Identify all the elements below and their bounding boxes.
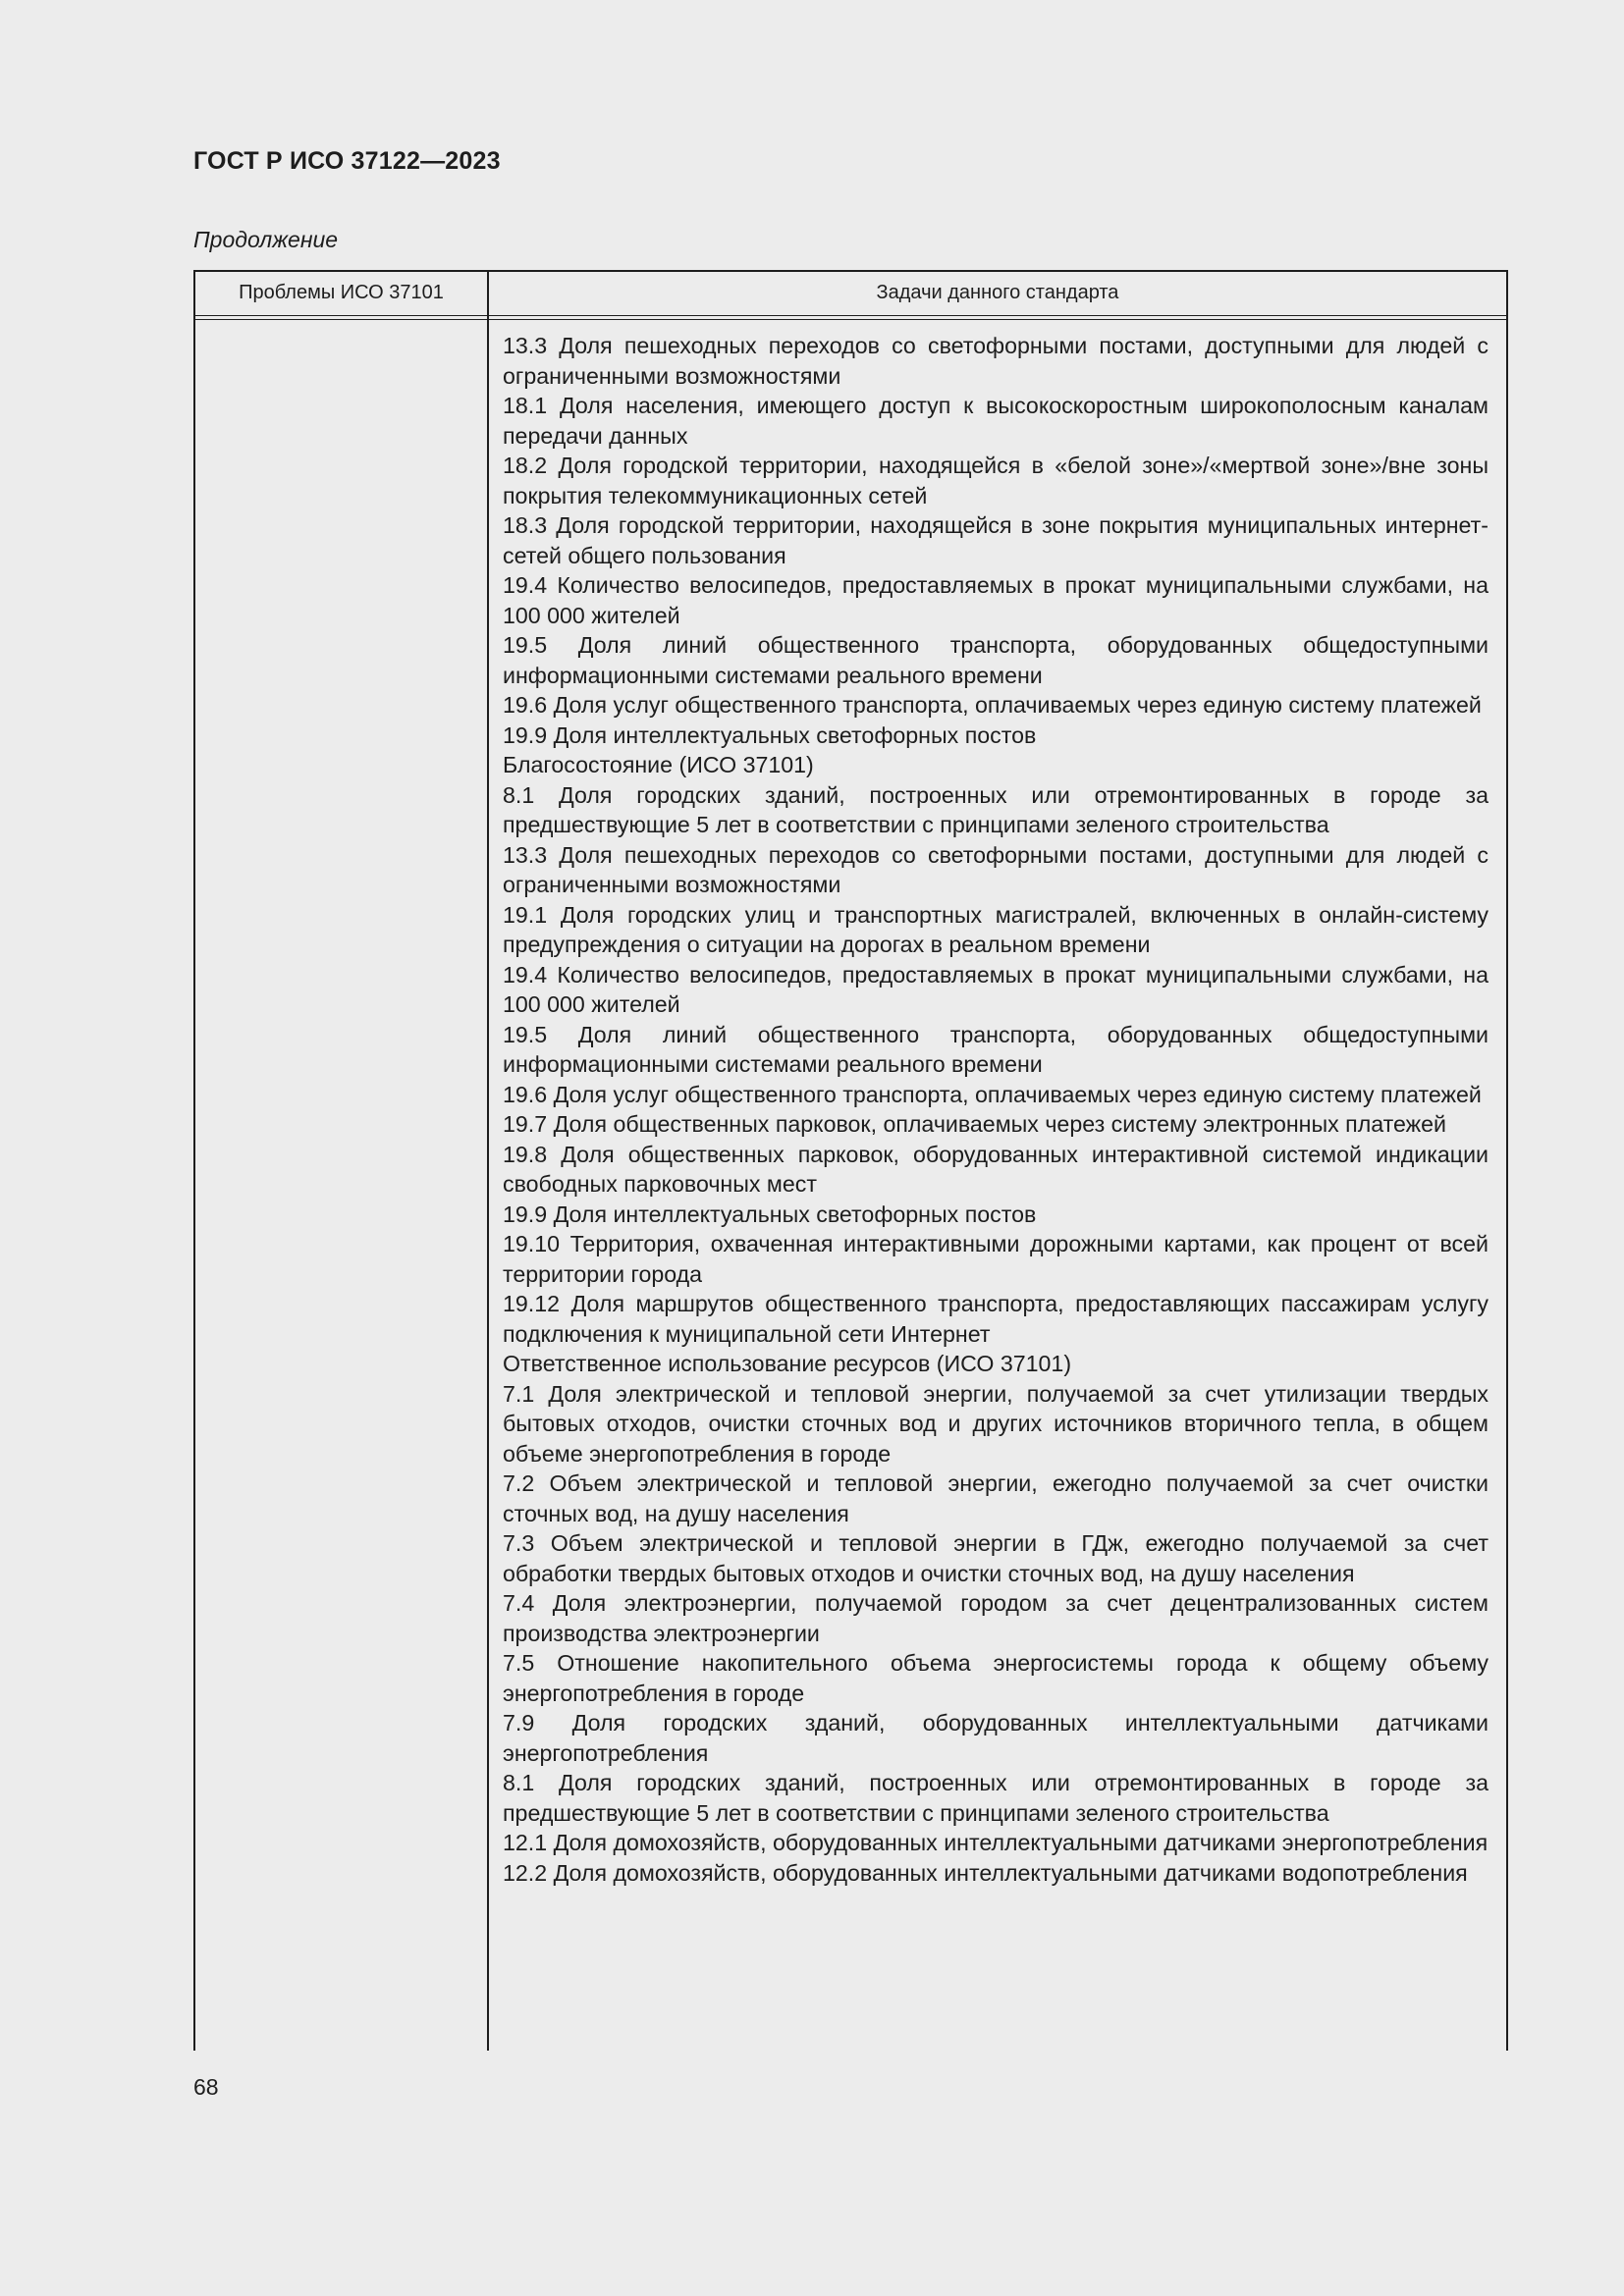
list-item: 19.6 Доля услуг общественного транспорта, оплачиваемых через единую систему платежей xyxy=(503,1081,1482,1107)
list-item: 18.2 Доля городской территории, находящейся в «белой зоне»/«мертвой зоне»/вне зоны покрытия телекоммуникационных сетей xyxy=(503,453,1489,508)
list-item: 19.7 Доля общественных парковок, оплачиваемых через систему электронных платежей xyxy=(503,1111,1447,1137)
document-header: ГОСТ Р ИСО 37122—2023 xyxy=(193,147,501,175)
list-item: 19.1 Доля городских улиц и транспортных магистралей, включенных в онлайн-систему предупреждения о ситуации на дорогах в реальном времени xyxy=(503,901,1489,957)
table-left-border xyxy=(193,270,195,2051)
list-item: 7.4 Доля электроэнергии, получаемой городом за счет децентрализованных систем производства электроэнергии xyxy=(503,1590,1489,1646)
list-item: 13.3 Доля пешеходных переходов со светофорными постами, доступными для людей с ограниченными возможностями xyxy=(503,841,1489,897)
list-item: 7.1 Доля электрической и тепловой энергии, получаемой за счет утилизации твердых бытовых отходов, очистки сточных вод и других источников вторичного тепла, в общем объеме энергопотребления в городе xyxy=(503,1380,1489,1467)
column-header-problems: Проблемы ИСО 37101 xyxy=(239,281,444,303)
column-header-tasks: Задачи данного стандарта xyxy=(876,281,1119,303)
list-item: 12.2 Доля домохозяйств, оборудованных интеллектуальными датчиками водопотребления xyxy=(503,1859,1468,1886)
list-item: 19.8 Доля общественных парковок, оборудованных интерактивной системой индикации свободных парковочных мест xyxy=(503,1141,1489,1197)
list-item: 7.3 Объем электрической и тепловой энергии в ГДж, ежегодно получаемой за счет обработки твердых бытовых отходов и очистки сточных вод, на душу населения xyxy=(503,1530,1489,1586)
list-item: 19.5 Доля линий общественного транспорта, оборудованных общедоступными информационными системами реального времени xyxy=(503,632,1489,688)
list-item: 8.1 Доля городских зданий, построенных или отремонтированных в городе за предшествующие 5 лет в соответствии с принципами зеленого строительства xyxy=(503,1770,1489,1826)
page-number: 68 xyxy=(193,2074,219,2100)
section-heading: Благосостояние (ИСО 37101) xyxy=(503,752,814,777)
list-item: 19.9 Доля интеллектуальных светофорных постов xyxy=(503,721,1037,748)
tasks-cell xyxy=(503,331,1489,1888)
section-heading: Ответственное использование ресурсов (ИСО 37101) xyxy=(503,1351,1072,1376)
table-header-rule-1 xyxy=(193,315,1508,316)
list-item: 7.2 Объем электрической и тепловой энергии, ежегодно получаемой за счет очистки сточных вод, на душу населения xyxy=(503,1470,1489,1526)
list-item: 19.5 Доля линий общественного транспорта, оборудованных общедоступными информационными системами реального времени xyxy=(503,1021,1489,1077)
list-item: 12.1 Доля домохозяйств, оборудованных интеллектуальными датчиками энергопотребления xyxy=(503,1830,1489,1855)
table-column-divider xyxy=(487,270,489,2051)
list-item: 18.1 Доля населения, имеющего доступ к высокоскоростным широкополосным каналам передачи данных xyxy=(503,393,1489,449)
list-item: 19.4 Количество велосипедов, предоставляемых в прокат муниципальными службами, на 100 000 жителей xyxy=(503,572,1489,628)
list-item: 7.5 Отношение накопительного объема энергосистемы города к общему объему энергопотребления в городе xyxy=(503,1650,1489,1706)
list-item: 8.1 Доля городских зданий, построенных или отремонтированных в городе за предшествующие 5 лет в соответствии с принципами зеленого строительства xyxy=(503,781,1489,837)
standards-table xyxy=(193,270,1508,2051)
table-header-rule-2 xyxy=(193,319,1508,320)
list-item: 19.12 Доля маршрутов общественного транспорта, предоставляющих пассажирам услугу подключения к муниципальной сети Интернет xyxy=(503,1291,1489,1347)
list-item: 18.3 Доля городской территории, находящейся в зоне покрытия муниципальных интернет-сетей общего пользования xyxy=(503,512,1489,568)
list-item: 13.3 Доля пешеходных переходов со светофорными постами, доступными для людей с ограниченными возможностями xyxy=(503,333,1489,389)
table-right-border xyxy=(1506,270,1508,2051)
continuation-label: Продолжение xyxy=(193,227,339,252)
list-item: 19.6 Доля услуг общественного транспорта, оплачиваемых через единую систему платежей xyxy=(503,692,1482,718)
list-item: 19.9 Доля интеллектуальных светофорных постов xyxy=(503,1201,1037,1227)
list-item: 7.9 Доля городских зданий, оборудованных интеллектуальными датчиками энергопотребления xyxy=(503,1710,1489,1766)
list-item: 19.10 Территория, охваченная интерактивными дорожными картами, как процент от всей территории города xyxy=(503,1231,1489,1287)
list-item: 19.4 Количество велосипедов, предоставляемых в прокат муниципальными службами, на 100 000 жителей xyxy=(503,961,1489,1017)
